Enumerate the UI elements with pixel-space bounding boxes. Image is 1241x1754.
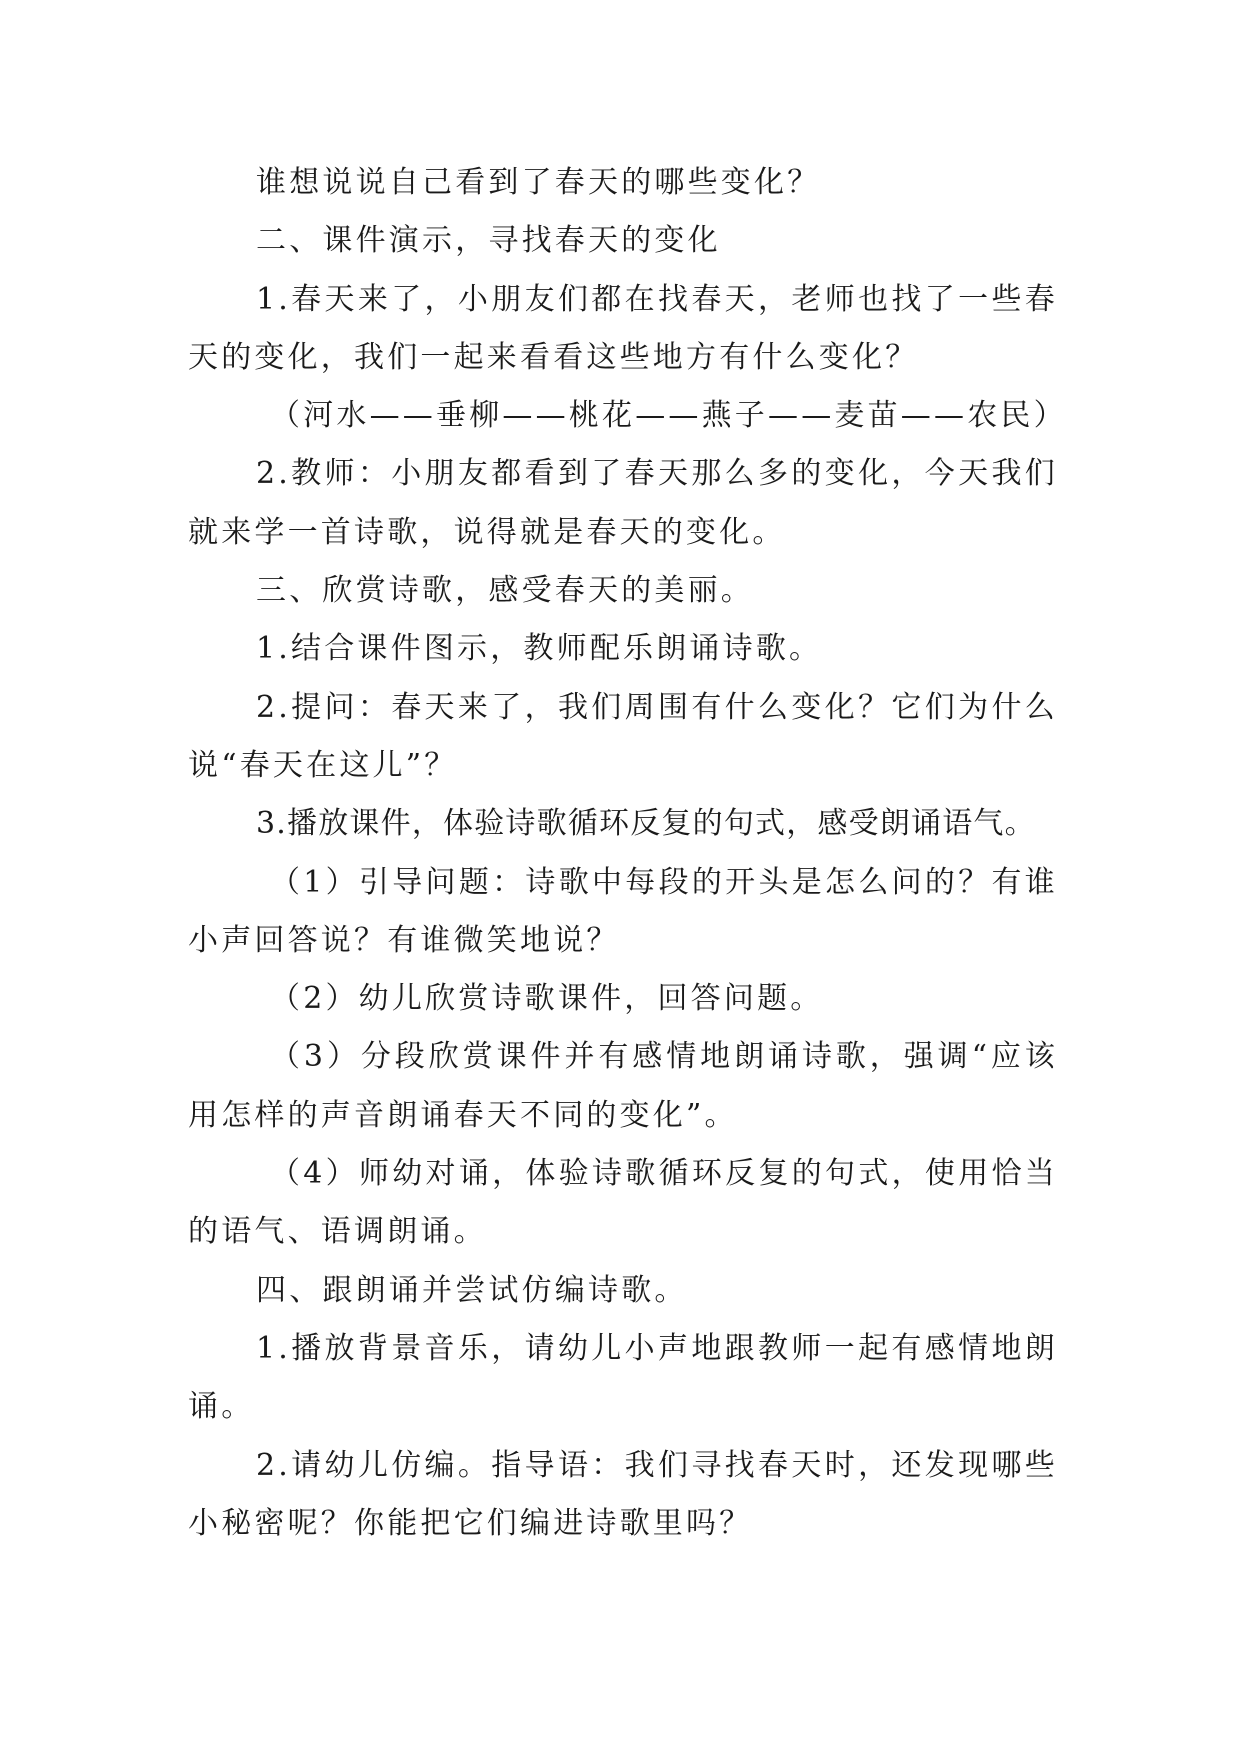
paragraph-4-2: 2.请幼儿仿编。指导语：我们寻找春天时，还发现哪些小秘密呢？你能把它们编进诗歌里吗？ <box>188 1447 1058 1541</box>
paragraph-sequence: （河水——垂柳——桃花——燕子——麦苗——农民） <box>270 398 1067 434</box>
section-heading-3: 三、欣赏诗歌，感受春天的美丽。 <box>256 573 754 609</box>
section-heading-2: 二、课件演示，寻找春天的变化 <box>256 223 721 259</box>
paragraph-3-3-3: （3）分段欣赏课件并有感情地朗诵诗歌，强调“应该用怎样的声音朗诵春天不同的变化”。 <box>188 1039 1058 1133</box>
paragraph-3-3: 3.播放课件，体验诗歌循环反复的句式，感受朗诵语气。 <box>256 806 1036 842</box>
paragraph-2-2: 2.教师：小朋友都看到了春天那么多的变化，今天我们就来学一首诗歌，说得就是春天的变化。 <box>188 456 1058 550</box>
paragraph-3-3-1: （1）引导问题：诗歌中每段的开头是怎么问的？有谁小声回答说？有谁微笑地说？ <box>188 864 1058 958</box>
paragraph-intro-question: 谁想说说自己看到了春天的哪些变化？ <box>256 165 821 200</box>
paragraph-4-1: 1.播放背景音乐，请幼儿小声地跟教师一起有感情地朗诵。 <box>188 1330 1058 1425</box>
paragraph-3-1: 1.结合课件图示，教师配乐朗诵诗歌。 <box>256 631 823 667</box>
body-text <box>188 154 1067 1553</box>
paragraph-2-1: 1.春天来了，小朋友们都在找春天，老师也找了一些春天的变化，我们一起来看看这些地方有什么变化？ <box>188 281 1058 375</box>
paragraph-3-3-4: （4）师幼对诵，体验诗歌循环反复的句式，使用恰当的语气、语调朗诵。 <box>188 1156 1058 1250</box>
paragraph-3-2: 2.提问：春天来了，我们周围有什么变化？它们为什么说“春天在这儿”？ <box>188 689 1058 783</box>
section-heading-4: 四、跟朗诵并尝试仿编诗歌。 <box>256 1272 688 1308</box>
paragraph-3-3-2: （2）幼儿欣赏诗歌课件，回答问题。 <box>270 981 824 1017</box>
